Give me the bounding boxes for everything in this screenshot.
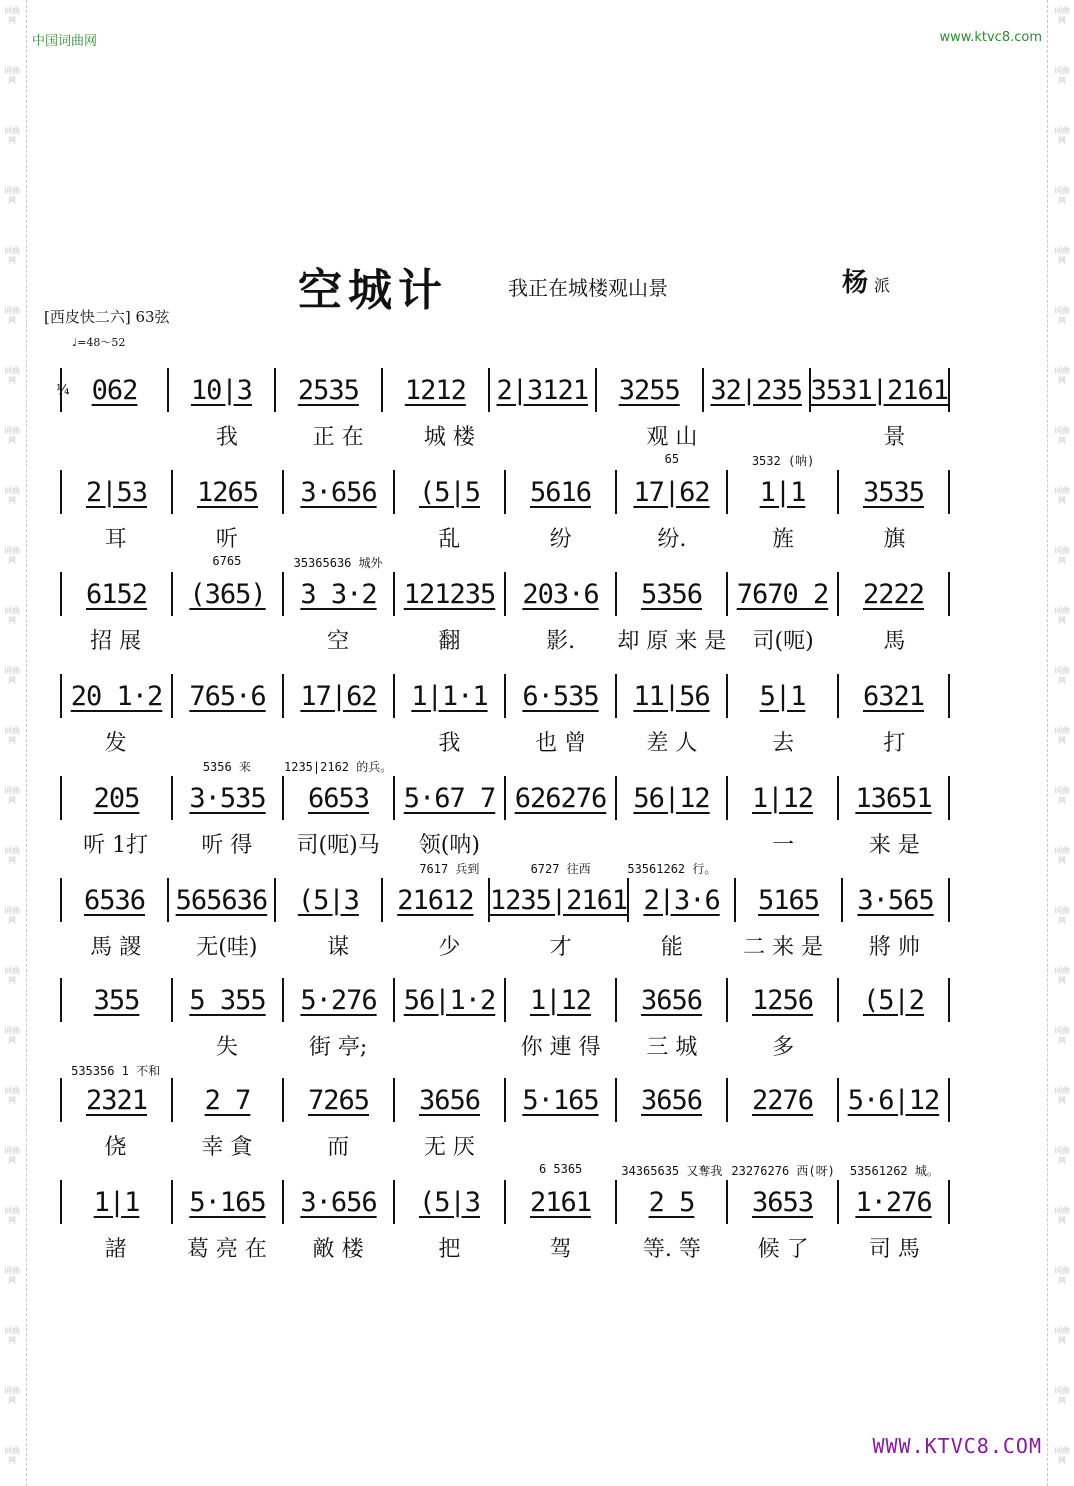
lyric-syllable: 我 (438, 731, 461, 756)
watermark-right: 词曲网 (1054, 726, 1070, 745)
measure-row (60, 572, 950, 616)
watermark-left: 词曲网 (4, 126, 20, 145)
melisma-row (60, 554, 950, 571)
melisma-note (171, 860, 282, 877)
measure-notes: 7670 2 (728, 572, 839, 616)
measure-notes: 1256 (728, 978, 839, 1022)
melisma-note (728, 554, 839, 571)
melisma-note (505, 1062, 616, 1079)
measure-notes: 5·6|12 (847, 1084, 940, 1116)
watermark-right: 词曲网 (1054, 366, 1070, 385)
lyric-syllable: 二 来 是 (743, 935, 824, 960)
measure-notes: 3656 (395, 1078, 506, 1122)
lyric-syllable: 却 原 来 是 (617, 629, 727, 654)
measure-notes: 5·67 7 (395, 776, 506, 820)
watermark-right: 词曲网 (1054, 966, 1070, 985)
lyric-syllable: 听 1打 (83, 833, 149, 858)
watermark-right: 词曲网 (1054, 66, 1070, 85)
watermark-right: 词曲网 (1054, 1206, 1070, 1225)
measure-notes: 3·656 (284, 1180, 395, 1224)
measure-notes: 1212 (383, 368, 490, 412)
melisma-note (839, 1062, 950, 1079)
melisma-note (616, 554, 727, 571)
melisma-note (283, 1062, 394, 1079)
lyric-syllable: 影. (546, 629, 576, 654)
watermark-right: 词曲网 (1054, 1326, 1070, 1345)
lyrics-row (60, 1130, 950, 1161)
watermark-left: 词曲网 (4, 1086, 20, 1105)
watermark-right: 词曲网 (1054, 1086, 1070, 1105)
lyric-syllable (60, 1030, 171, 1061)
watermark-left: 词曲网 (4, 1386, 20, 1405)
measure-notes: 11|56 (617, 674, 728, 718)
lyric-syllable: 纷 (549, 527, 572, 552)
melisma-note (60, 1162, 171, 1179)
watermark-left: 词曲网 (4, 606, 20, 625)
lyric-syllable: 城 楼 (423, 425, 475, 450)
measure-notes: 1|1 (62, 1180, 173, 1224)
measure-notes: 203·6 (506, 572, 617, 616)
lyric-syllable: 將 帅 (868, 935, 920, 960)
measure-notes: 3·535 (173, 776, 284, 820)
measure-notes: 6536 (62, 878, 169, 922)
lyric-syllable (171, 726, 282, 757)
lyric-syllable: 观 山 (646, 425, 698, 450)
watermark-sidebar-left (0, 0, 27, 1486)
lyric-syllable: 听 (215, 527, 238, 552)
measure-notes: 20 1·2 (62, 674, 173, 718)
melisma-note (839, 452, 950, 469)
watermark-left: 词曲网 (4, 6, 20, 25)
measure-notes: 3531|2161 (810, 374, 948, 406)
staff-line (60, 1078, 950, 1179)
staff-line (60, 878, 950, 962)
watermark-left: 词曲网 (4, 426, 20, 445)
lyrics-row (60, 420, 950, 451)
measure-notes: 765·6 (173, 674, 284, 718)
measure-notes: 2 5 (617, 1180, 728, 1224)
lyric-syllable: 司 馬 (868, 1237, 920, 1262)
measure-notes: 121235 (395, 572, 506, 616)
melisma-note (394, 554, 505, 571)
melisma-note: 53561262 城。 (849, 1164, 939, 1178)
watermark-right: 词曲网 (1054, 1386, 1070, 1405)
measure-notes: 1|1 (728, 470, 839, 514)
measure-notes: (5|3 (395, 1180, 506, 1224)
measure-notes: 5 355 (173, 978, 284, 1022)
measure-notes: 6653 (284, 776, 395, 820)
watermark-left: 词曲网 (4, 1146, 20, 1165)
melisma-note: 1235|2162 的兵。 (284, 760, 393, 774)
measure-notes: 5·165 (173, 1180, 284, 1224)
lyric-syllable: 馬 謖 (90, 935, 142, 960)
measure-notes: 3·656 (284, 470, 395, 514)
watermark-right: 词曲网 (1054, 1146, 1070, 1165)
watermark-left: 词曲网 (4, 966, 20, 985)
watermark-right: 词曲网 (1054, 606, 1070, 625)
measure-notes: 062 (62, 368, 169, 412)
lyric-syllable (616, 1130, 727, 1161)
lyric-syllable: 翻 (438, 629, 461, 654)
measure-notes: 3653 (728, 1180, 839, 1224)
watermark-left: 词曲网 (4, 486, 20, 505)
watermark-left: 词曲网 (4, 846, 20, 865)
lyric-syllable: 发 (104, 731, 127, 756)
measure-notes: 13651 (855, 782, 932, 814)
melisma-note (616, 758, 727, 775)
watermark-left: 词曲网 (4, 246, 20, 265)
measure-notes: (5|2 (862, 984, 925, 1016)
staff-line (60, 1180, 950, 1264)
site-url[interactable]: www.ktvc8.com (939, 30, 1042, 45)
watermark-right: 词曲网 (1054, 906, 1070, 925)
melisma-note (728, 1062, 839, 1079)
lyric-syllable (394, 1030, 505, 1061)
watermark-left: 词曲网 (4, 306, 20, 325)
lyric-syllable (839, 1030, 950, 1061)
lyric-syllable: 景 (883, 425, 906, 450)
watermark-left: 词曲网 (4, 666, 20, 685)
measure-notes: 10|3 (169, 368, 276, 412)
lyric-syllable: 打 (883, 731, 906, 756)
tempo-marking: ♩=48～52 (72, 336, 126, 349)
lyric-syllable: 諸 (104, 1237, 127, 1262)
lyric-syllable: 三 城 (646, 1035, 698, 1060)
watermark-left: 词曲网 (4, 1446, 20, 1465)
lyric-syllable: 领(呐) (418, 833, 480, 858)
lyric-syllable: 候 了 (757, 1237, 809, 1262)
measure-notes: 1·276 (855, 1186, 932, 1218)
measure-notes: 6321 (862, 680, 925, 712)
measure-notes: 6·535 (506, 674, 617, 718)
lyric-syllable: 司(呃)马 (296, 833, 380, 858)
lyric-syllable: 旗 (883, 527, 906, 552)
measure-notes: 2222 (862, 578, 925, 610)
footer-url[interactable]: WWW.KTVC8.COM (872, 1434, 1042, 1458)
measure-notes: 6152 (62, 572, 173, 616)
measure-notes: 2535 (276, 368, 383, 412)
melisma-note (171, 452, 282, 469)
watermark-left: 词曲网 (4, 1266, 20, 1285)
measure-notes: 2161 (506, 1180, 617, 1224)
lyric-syllable: 能 (660, 935, 683, 960)
lyrics-row (60, 828, 950, 859)
measure-notes: (5|5 (395, 470, 506, 514)
melisma-note (283, 1162, 394, 1179)
watermark-left: 词曲网 (4, 1326, 20, 1345)
lyric-syllable (505, 828, 616, 859)
watermark-left: 词曲网 (4, 1026, 20, 1045)
watermark-right: 词曲网 (1054, 666, 1070, 685)
lyric-syllable (505, 420, 616, 451)
lyric-syllable: 去 (772, 731, 795, 756)
measure-row (60, 470, 950, 514)
melisma-note (839, 860, 950, 877)
measure-notes: 2 7 (173, 1078, 284, 1122)
lyric-syllable: 正 在 (312, 425, 364, 450)
watermark-right: 词曲网 (1054, 426, 1070, 445)
watermark-right: 词曲网 (1054, 306, 1070, 325)
watermark-right: 词曲网 (1054, 786, 1070, 805)
lyric-syllable: 乱 (438, 527, 461, 552)
lyrics-row (60, 1030, 950, 1061)
lyric-syllable: 无(哇) (196, 935, 258, 960)
lyric-syllable: 也 曾 (535, 731, 587, 756)
lyrics-row (60, 522, 950, 553)
school-suffix: 派 (874, 276, 891, 295)
lyric-syllable (505, 1130, 616, 1161)
measure-notes: 2|3·6 (629, 878, 736, 922)
lyric-syllable: 谋 (327, 935, 350, 960)
melisma-note: 23276276 西(呀) (731, 1164, 835, 1178)
watermark-right: 词曲网 (1054, 6, 1070, 25)
staff-line (60, 674, 950, 775)
measure-notes: (365) (173, 572, 284, 616)
lyric-syllable: 听 得 (201, 833, 253, 858)
melisma-note (505, 758, 616, 775)
lyric-syllable: 来 是 (868, 833, 920, 858)
melisma-note (283, 860, 394, 877)
lyric-syllable: 敵 楼 (312, 1237, 364, 1262)
watermark-left: 词曲网 (4, 1206, 20, 1225)
watermark-left: 词曲网 (4, 546, 20, 565)
lyrics-row (60, 726, 950, 757)
measure-notes: 7265 (284, 1078, 395, 1122)
watermark-right: 词曲网 (1054, 1446, 1070, 1465)
melisma-row (60, 860, 950, 877)
lyric-syllable: 纷. (657, 527, 687, 552)
lyric-syllable: 旌 (772, 527, 795, 552)
watermark-right: 词曲网 (1054, 126, 1070, 145)
banqiang-label: [西皮快二六] 63弦 (44, 308, 170, 326)
staff-line (60, 978, 950, 1079)
measure-notes: 1265 (173, 470, 284, 514)
measure-notes: 3 3·2 (284, 572, 395, 616)
lyric-syllable: 无 厌 (423, 1135, 475, 1160)
watermark-right: 词曲网 (1054, 486, 1070, 505)
melisma-note (728, 758, 839, 775)
melisma-note (60, 452, 171, 469)
measure-row (60, 368, 950, 412)
lyric-syllable: 街 亭; (308, 1035, 368, 1060)
measure-notes: (5|3 (276, 878, 383, 922)
measure-row (60, 978, 950, 1022)
melisma-note (283, 452, 394, 469)
lyric-syllable: 一 (772, 833, 795, 858)
watermark-right: 词曲网 (1054, 846, 1070, 865)
lyric-syllable (728, 1130, 839, 1161)
melisma-note (839, 758, 950, 775)
lyric-syllable: 葛 亮 在 (186, 1237, 267, 1262)
watermark-right: 词曲网 (1054, 186, 1070, 205)
measure-notes: 5165 (736, 878, 843, 922)
lyric-syllable: 耳 (104, 527, 127, 552)
lyric-syllable: 你 連 得 (520, 1035, 601, 1060)
melisma-note: 3532 (呐) (751, 454, 815, 468)
melisma-note: 53561262 行。 (627, 862, 717, 876)
time-signature: ¼ (56, 382, 70, 398)
lyric-syllable: 失 (215, 1035, 238, 1060)
melisma-note (839, 554, 950, 571)
measure-notes: 1235|2161 (490, 878, 629, 922)
watermark-sidebar-right (1047, 0, 1074, 1486)
school-name: 杨 (842, 268, 869, 298)
site-name[interactable]: 中国词曲网 (32, 34, 98, 49)
measure-notes: 626276 (506, 776, 617, 820)
lyric-syllable (616, 828, 727, 859)
melisma-note (171, 1062, 282, 1079)
melisma-note (394, 758, 505, 775)
lyric-syllable (839, 1130, 950, 1161)
melisma-note: 35365636 城外 (293, 556, 383, 570)
melisma-note (60, 758, 171, 775)
watermark-left: 词曲网 (4, 906, 20, 925)
watermark-left: 词曲网 (4, 186, 20, 205)
measure-row (60, 674, 950, 718)
measure-notes: 5·165 (506, 1078, 617, 1122)
measure-notes: 1|12 (506, 978, 617, 1022)
lyric-syllable: 等. 等 (642, 1237, 701, 1262)
lyrics-row (60, 930, 950, 961)
measure-notes: 205 (62, 776, 173, 820)
measure-notes: 2321 (62, 1078, 173, 1122)
lyric-syllable: 招 展 (90, 629, 142, 654)
measure-notes: 565636 (169, 878, 276, 922)
lyric-syllable: 把 (438, 1237, 461, 1262)
melisma-note: 6765 (212, 554, 242, 568)
melisma-note: 7617 兵到 (419, 862, 480, 876)
lyric-syllable: 差 人 (646, 731, 698, 756)
melisma-note (60, 860, 171, 877)
melisma-note: 6 5365 (538, 1162, 583, 1176)
watermark-left: 词曲网 (4, 66, 20, 85)
melisma-note (60, 554, 171, 571)
measure-notes: 5356 (617, 572, 728, 616)
lyric-syllable (728, 420, 839, 451)
measure-notes: 56|1·2 (395, 978, 506, 1022)
measure-notes: 355 (62, 978, 173, 1022)
measure-notes: 5616 (506, 470, 617, 514)
watermark-left: 词曲网 (4, 366, 20, 385)
measure-notes: 2|53 (62, 470, 173, 514)
lyric-syllable (283, 726, 394, 757)
lyrics-row (60, 1232, 950, 1263)
lyric-syllable: 少 (438, 935, 461, 960)
measure-notes: 1|12 (728, 776, 839, 820)
measure-notes: 3·565 (857, 884, 934, 916)
measure-notes: 2276 (728, 1078, 839, 1122)
watermark-right: 词曲网 (1054, 1266, 1070, 1285)
melisma-note: 535356 1 不和 (71, 1064, 161, 1078)
lyric-syllable: 空 (327, 629, 350, 654)
staff-line (60, 572, 950, 656)
lyric-syllable: 驾 (549, 1237, 572, 1262)
melisma-row (60, 452, 950, 469)
measure-notes: 2|3121 (490, 368, 597, 412)
measure-row (60, 878, 950, 922)
melisma-row (60, 758, 950, 775)
measure-notes: 3535 (862, 476, 925, 508)
watermark-right: 词曲网 (1054, 1026, 1070, 1045)
melisma-note (505, 554, 616, 571)
lyric-syllable: 才 (549, 935, 572, 960)
melisma-note (394, 452, 505, 469)
measure-notes: 1|1·1 (395, 674, 506, 718)
lyric-syllable: 我 (215, 425, 238, 450)
measure-notes: 17|62 (284, 674, 395, 718)
measure-row (60, 1180, 950, 1224)
staff-line (56, 368, 950, 469)
melisma-note (616, 1062, 727, 1079)
melisma-note: 34365635 又奪我 (621, 1164, 723, 1178)
watermark-left: 词曲网 (4, 786, 20, 805)
lyric-syllable (283, 522, 394, 553)
measure-notes: 3656 (617, 1078, 728, 1122)
melisma-note (728, 860, 839, 877)
lyric-syllable: 多 (772, 1035, 795, 1060)
melisma-note: 6727 往西 (530, 862, 591, 876)
measure-notes: 5|1 (728, 674, 839, 718)
staff-line (60, 776, 950, 877)
melisma-note (505, 452, 616, 469)
staff-line (60, 470, 950, 571)
lyrics-row (60, 624, 950, 655)
score-title: 空城计 (298, 265, 448, 316)
lyric-syllable: 馬 (883, 629, 906, 654)
melisma-note: 65 (664, 452, 680, 466)
measure-notes: 32|235 (704, 368, 811, 412)
measure-notes: 56|12 (617, 776, 728, 820)
watermark-right: 词曲网 (1054, 546, 1070, 565)
watermark-left: 词曲网 (4, 726, 20, 745)
lyric-syllable: 而 (327, 1135, 350, 1160)
lyric-syllable: 司(呃) (752, 629, 814, 654)
measure-notes: 3656 (617, 978, 728, 1022)
measure-notes: 5·276 (284, 978, 395, 1022)
melisma-row (60, 1162, 950, 1179)
score-subtitle: 我正在城楼观山景 (508, 276, 668, 300)
lyric-syllable: 幸 貪 (201, 1135, 253, 1160)
melisma-note (171, 1162, 282, 1179)
lyric-syllable: 侥 (104, 1135, 127, 1160)
melisma-note: 5356 来 (202, 760, 251, 774)
measure-notes: 21612 (383, 878, 490, 922)
measure-row (60, 1078, 950, 1122)
measure-notes: 17|62 (617, 470, 728, 514)
melisma-row (60, 1062, 950, 1079)
lyric-syllable (60, 420, 171, 451)
measure-notes: 3255 (597, 368, 704, 412)
melisma-note (394, 1162, 505, 1179)
melisma-note (394, 1062, 505, 1079)
lyric-syllable (171, 624, 282, 655)
watermark-right: 词曲网 (1054, 246, 1070, 265)
measure-row (60, 776, 950, 820)
school-label (842, 262, 890, 299)
